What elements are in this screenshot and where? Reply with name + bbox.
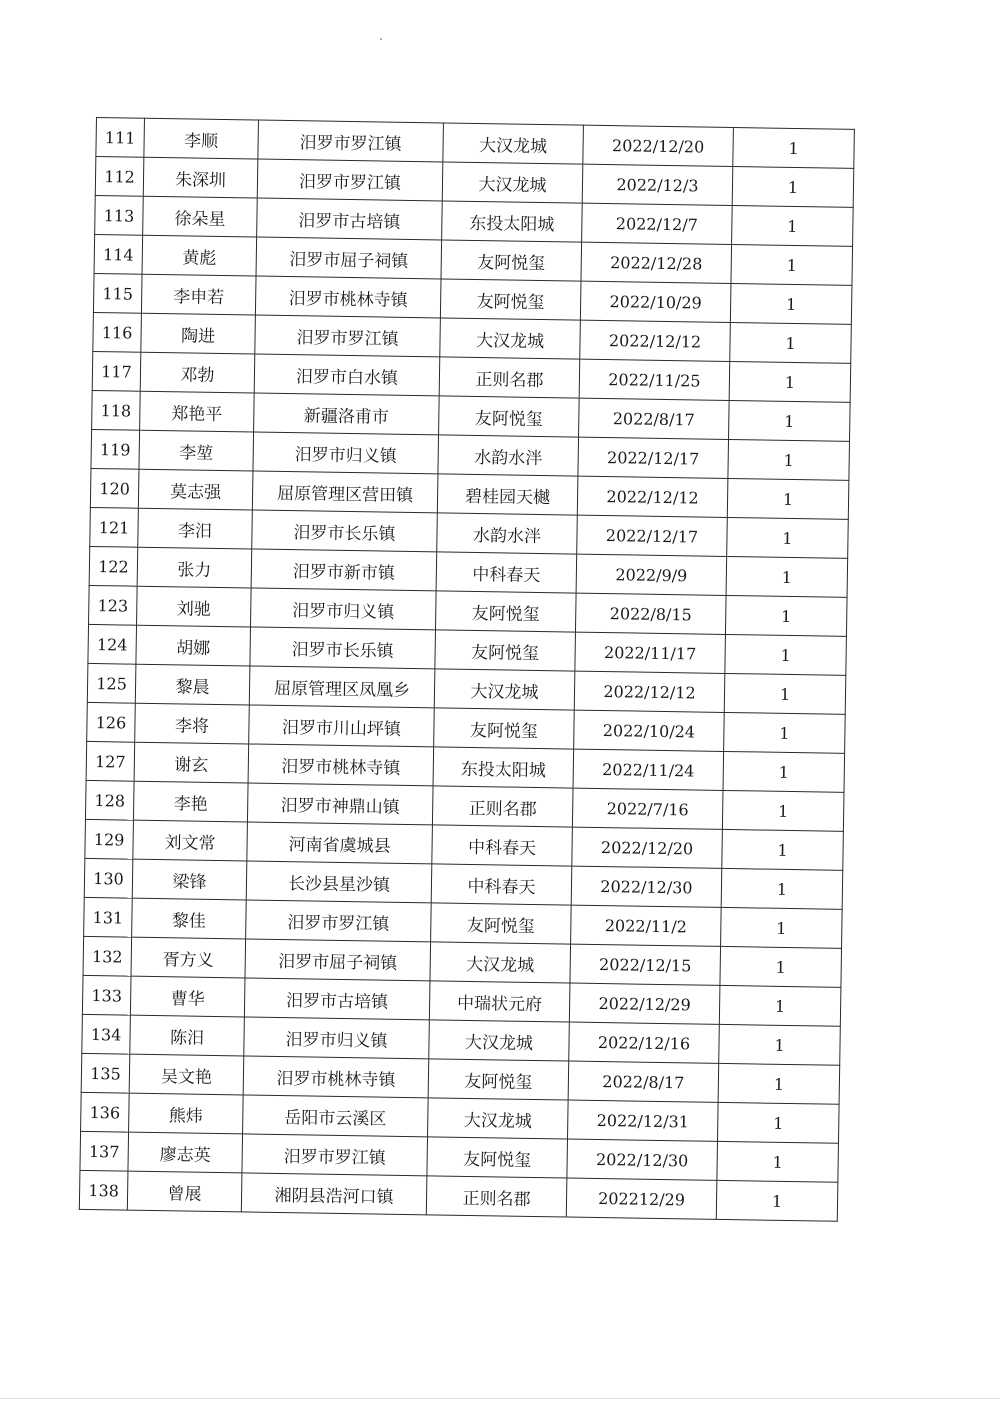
cell-row-number: 125	[87, 663, 136, 703]
records-table	[79, 117, 855, 1222]
cell-address: 汨罗市归义镇	[253, 432, 439, 474]
cell-date: 2022/12/29	[569, 983, 720, 1024]
cell-person-name: 陈汨	[130, 1015, 245, 1056]
cell-address: 汨罗市罗江镇	[242, 1134, 428, 1176]
cell-project-name: 友阿悦玺	[434, 708, 575, 749]
cell-project-name: 大汉龙城	[434, 669, 575, 710]
cell-row-number: 127	[86, 741, 135, 781]
cell-address: 汨罗市桃林寺镇	[243, 1056, 429, 1098]
cell-address: 湘阴县浩河口镇	[241, 1173, 427, 1215]
cell-row-number: 121	[90, 507, 139, 547]
cell-date: 2022/12/12	[580, 320, 731, 361]
cell-project-name: 大汉龙城	[442, 162, 583, 203]
cell-person-name: 陶进	[141, 313, 256, 354]
cell-date: 202212/29	[566, 1178, 717, 1219]
cell-project-name: 东投太阳城	[433, 747, 574, 788]
cell-person-name: 熊炜	[129, 1093, 244, 1134]
cell-address: 汨罗市罗江镇	[257, 159, 443, 201]
cell-date: 2022/12/3	[582, 164, 733, 205]
cell-row-number: 114	[94, 234, 143, 274]
cell-row-number: 117	[92, 351, 141, 391]
cell-date: 2022/10/24	[574, 710, 725, 751]
cell-date: 2022/12/16	[569, 1022, 720, 1063]
cell-quantity: 1	[729, 400, 851, 441]
cell-person-name: 李顺	[144, 118, 259, 159]
cell-project-name: 大汉龙城	[440, 318, 581, 359]
cell-date: 2022/12/20	[583, 125, 734, 166]
cell-address: 新疆洛甫市	[254, 393, 440, 435]
cell-quantity: 1	[724, 673, 846, 714]
cell-date: 2022/10/29	[580, 281, 731, 322]
cell-address: 汨罗市屈子祠镇	[245, 939, 431, 981]
cell-row-number: 128	[85, 780, 134, 820]
cell-date: 2022/9/9	[576, 554, 727, 595]
cell-row-number: 135	[81, 1053, 130, 1093]
cell-project-name: 大汉龙城	[428, 1098, 569, 1139]
cell-date: 2022/12/30	[567, 1139, 718, 1180]
cell-person-name: 谢玄	[134, 742, 249, 783]
cell-person-name: 朱深圳	[143, 157, 258, 198]
cell-quantity: 1	[727, 517, 849, 558]
cell-person-name: 吴文艳	[129, 1054, 244, 1095]
cell-project-name: 大汉龙城	[430, 942, 571, 983]
cell-project-name: 友阿悦玺	[428, 1059, 569, 1100]
cell-row-number: 120	[90, 468, 139, 508]
cell-row-number: 116	[93, 312, 142, 352]
cell-person-name: 李汨	[138, 508, 253, 549]
cell-date: 2022/12/17	[578, 437, 729, 478]
cell-person-name: 徐朵星	[143, 196, 258, 237]
cell-date: 2022/11/25	[579, 359, 730, 400]
cell-quantity: 1	[725, 634, 847, 675]
records-table-container	[79, 117, 855, 1222]
cell-quantity: 1	[730, 283, 852, 324]
cell-address: 屈原管理区营田镇	[252, 471, 438, 513]
cell-date: 2022/8/17	[579, 398, 730, 439]
cell-person-name: 胥方义	[131, 937, 246, 978]
cell-person-name: 莫志强	[138, 469, 253, 510]
cell-date: 2022/12/31	[568, 1100, 719, 1141]
cell-project-name: 友阿悦玺	[435, 630, 576, 671]
cell-row-number: 134	[82, 1014, 131, 1054]
cell-address: 汨罗市长乐镇	[252, 510, 438, 552]
cell-row-number: 123	[89, 585, 138, 625]
cell-project-name: 友阿悦玺	[440, 279, 581, 320]
cell-person-name: 李艳	[133, 781, 248, 822]
cell-quantity: 1	[732, 167, 854, 208]
cell-date: 2022/12/7	[582, 203, 733, 244]
cell-quantity: 1	[731, 244, 853, 285]
cell-quantity: 1	[719, 985, 841, 1026]
cell-project-name: 友阿悦玺	[431, 903, 572, 944]
cell-quantity: 1	[717, 1102, 839, 1143]
cell-quantity: 1	[727, 478, 849, 519]
cell-project-name: 东投太阳城	[442, 201, 583, 242]
cell-person-name: 邓勃	[140, 352, 255, 393]
cell-person-name: 曾展	[127, 1171, 242, 1212]
cell-project-name: 水韵水泮	[438, 435, 579, 476]
records-table-body	[79, 118, 854, 1222]
cell-date: 2022/11/24	[573, 749, 724, 790]
cell-address: 河南省虞城县	[247, 822, 433, 864]
cell-project-name: 水韵水泮	[437, 513, 578, 554]
cell-person-name: 郑艳平	[140, 391, 255, 432]
cell-project-name: 友阿悦玺	[427, 1137, 568, 1178]
cell-date: 2022/12/28	[581, 242, 732, 283]
cell-row-number: 130	[84, 858, 133, 898]
cell-quantity: 1	[722, 790, 844, 831]
cell-project-name: 中瑞状元府	[429, 981, 570, 1022]
cell-person-name: 廖志英	[128, 1132, 243, 1173]
cell-quantity: 1	[718, 1063, 840, 1104]
cell-address: 汨罗市归义镇	[251, 588, 437, 630]
cell-quantity: 1	[719, 1024, 841, 1065]
cell-row-number: 119	[91, 429, 140, 469]
cell-quantity: 1	[725, 595, 847, 636]
cell-quantity: 1	[726, 556, 848, 597]
cell-row-number: 136	[81, 1092, 130, 1132]
cell-quantity: 1	[730, 322, 852, 363]
scan-dot	[380, 38, 382, 40]
cell-address: 汨罗市长乐镇	[250, 627, 436, 669]
cell-date: 2022/12/12	[577, 476, 728, 517]
cell-quantity: 1	[723, 751, 845, 792]
cell-project-name: 友阿悦玺	[435, 591, 576, 632]
cell-person-name: 刘驰	[137, 586, 252, 627]
cell-address: 汨罗市罗江镇	[255, 315, 441, 357]
cell-address: 岳阳市云溪区	[243, 1095, 429, 1137]
cell-person-name: 黎晨	[135, 664, 250, 705]
cell-quantity: 1	[724, 712, 846, 753]
cell-date: 2022/7/16	[572, 788, 723, 829]
cell-address: 长沙县星沙镇	[246, 861, 432, 903]
cell-row-number: 131	[84, 897, 133, 937]
cell-quantity: 1	[721, 907, 843, 948]
cell-row-number: 111	[96, 118, 145, 158]
cell-row-number: 129	[85, 819, 134, 859]
cell-address: 汨罗市古培镇	[244, 978, 430, 1020]
cell-address: 汨罗市归义镇	[244, 1017, 430, 1059]
cell-row-number: 126	[87, 702, 136, 742]
cell-person-name: 黄彪	[142, 235, 257, 276]
cell-row-number: 118	[92, 390, 141, 430]
cell-address: 汨罗市神鼎山镇	[247, 783, 433, 825]
cell-address: 汨罗市白水镇	[254, 354, 440, 396]
cell-address: 汨罗市罗江镇	[258, 120, 444, 162]
cell-date: 2022/8/17	[568, 1061, 719, 1102]
cell-row-number: 112	[95, 157, 144, 197]
cell-project-name: 友阿悦玺	[441, 240, 582, 281]
scan-edge-line	[0, 1398, 1000, 1399]
cell-quantity: 1	[716, 1180, 838, 1221]
cell-quantity: 1	[717, 1141, 839, 1182]
cell-quantity: 1	[732, 206, 854, 247]
cell-address: 汨罗市新市镇	[251, 549, 437, 591]
cell-address: 屈原管理区凤凰乡	[249, 666, 435, 708]
cell-project-name: 正则名郡	[426, 1176, 567, 1217]
cell-project-name: 中科春天	[436, 552, 577, 593]
cell-row-number: 133	[82, 975, 131, 1015]
cell-person-name: 梁锋	[132, 859, 247, 900]
cell-address: 汨罗市罗江镇	[246, 900, 432, 942]
cell-date: 2022/11/17	[575, 632, 726, 673]
cell-address: 汨罗市川山坪镇	[249, 705, 435, 747]
cell-person-name: 曹华	[130, 976, 245, 1017]
cell-address: 汨罗市桃林寺镇	[248, 744, 434, 786]
cell-project-name: 中科春天	[432, 825, 573, 866]
cell-person-name: 胡娜	[136, 625, 251, 666]
cell-person-name: 张力	[137, 547, 252, 588]
cell-date: 2022/8/15	[575, 593, 726, 634]
cell-project-name: 大汉龙城	[443, 123, 584, 164]
cell-address: 汨罗市桃林寺镇	[255, 276, 441, 318]
cell-person-name: 黎佳	[132, 898, 247, 939]
cell-person-name: 刘文常	[133, 820, 248, 861]
cell-quantity: 1	[728, 439, 850, 480]
cell-row-number: 115	[93, 273, 142, 313]
cell-date: 2022/12/20	[572, 827, 723, 868]
cell-date: 2022/12/17	[577, 515, 728, 556]
cell-row-number: 113	[95, 195, 144, 235]
cell-row-number: 132	[83, 936, 132, 976]
cell-date: 2022/11/2	[571, 905, 722, 946]
cell-row-number: 124	[88, 624, 137, 664]
cell-row-number: 138	[79, 1170, 128, 1210]
cell-project-name: 正则名郡	[439, 357, 580, 398]
cell-project-name: 友阿悦玺	[439, 396, 580, 437]
cell-project-name: 碧桂园天樾	[437, 474, 578, 515]
cell-project-name: 正则名郡	[432, 786, 573, 827]
cell-quantity: 1	[722, 829, 844, 870]
cell-quantity: 1	[720, 946, 842, 987]
cell-date: 2022/12/30	[571, 866, 722, 907]
cell-date: 2022/12/12	[574, 671, 725, 712]
cell-address: 汨罗市屈子祠镇	[256, 237, 442, 279]
cell-project-name: 大汉龙城	[429, 1020, 570, 1061]
cell-person-name: 李申若	[141, 274, 256, 315]
cell-person-name: 李堃	[139, 430, 254, 471]
cell-row-number: 122	[89, 546, 138, 586]
cell-address: 汨罗市古培镇	[257, 198, 443, 240]
cell-quantity: 1	[733, 128, 855, 169]
cell-date: 2022/12/15	[570, 944, 721, 985]
cell-quantity: 1	[729, 361, 851, 402]
cell-person-name: 李将	[135, 703, 250, 744]
cell-row-number: 137	[80, 1131, 129, 1171]
cell-quantity: 1	[721, 868, 843, 909]
cell-project-name: 中科春天	[431, 864, 572, 905]
